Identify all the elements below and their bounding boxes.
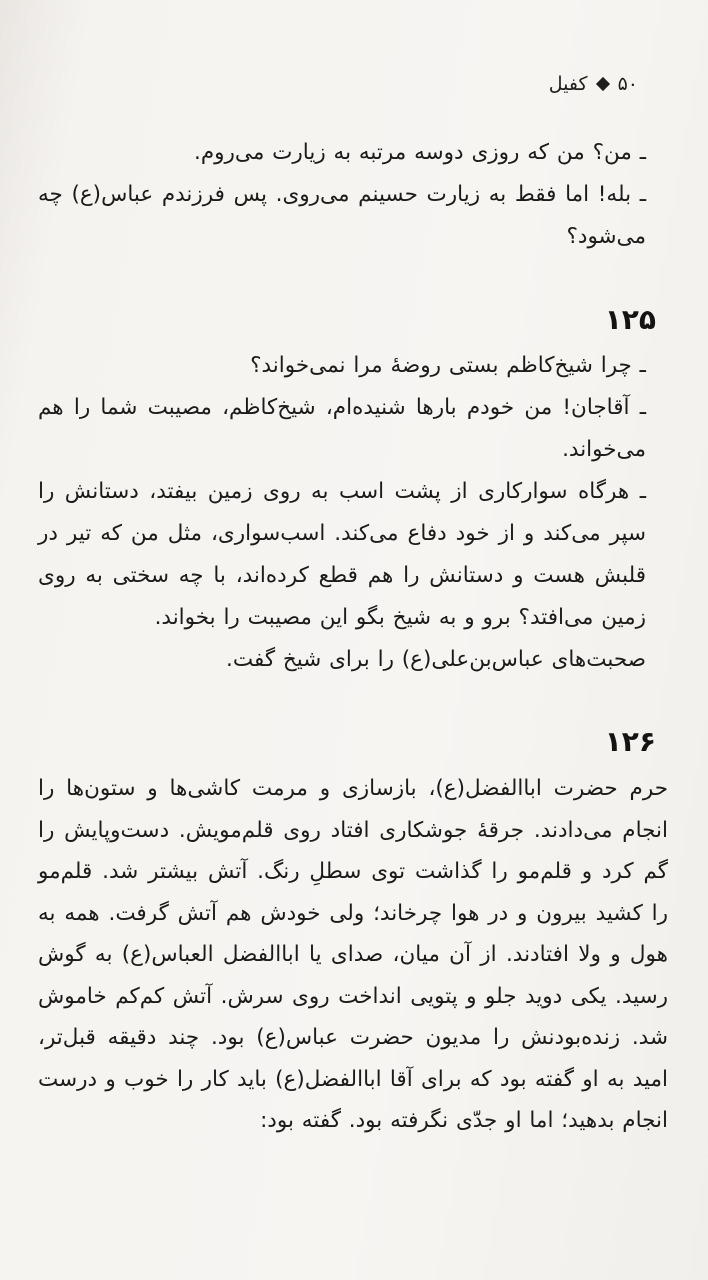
- paragraph: ـ من؟ من که روزی دوسه مرتبه به زیارت می‌روم.: [194, 140, 646, 165]
- paragraph: ـ بله! اما فقط به زیارت حسینم می‌روی. پس فرزندم عباس(ع) چه می‌شود؟: [38, 182, 646, 249]
- section-125-body: [38, 345, 662, 681]
- diamond-ornament-icon: [596, 77, 610, 91]
- paragraph: ـ چرا شیخ‌کاظم بستی روضهٔ مرا نمی‌خواند؟: [250, 353, 646, 378]
- page-number: ۵۰: [617, 73, 638, 95]
- section-126-body: [38, 768, 668, 1142]
- section-124-tail: [38, 132, 662, 258]
- section-number-125: ۱۲۵: [604, 303, 656, 336]
- paragraph: ـ هرگاه سوارکاری از پشت اسب به روی زمین بیفتد، دستانش را سپر می‌کند و از خود دفاع می‌کند. اسب‌سواری، مثل من که تیر در قلبش هست و دستانش را هم قطع کرده‌اند، با چه سختی به روی زمین می‌افتد؟ برو و به شیخ بگو این مصیبت را بخواند.: [38, 479, 646, 630]
- running-head: [549, 70, 638, 98]
- paragraph: حرم حضرت اباالفضل(ع)، بازسازی و مرمت کاشی‌ها و ستون‌ها را انجام می‌دادند. جرقهٔ جوشکاری افتاد روی قلم‌مویش. دست‌وپایش را گم کرد و قلم‌مو را گذاشت توی سطلِ رنگ. آتش بیشتر شد. قلم‌مو را کشید بیرون و در هوا چرخاند؛ ولی خودش هم آتش گرفت. همه به هول و ولا افتادند. از آن میان، صدای یا اباالفضل العباس(ع) به گوش رسید. یکی دوید جلو و پتویی انداخت روی سرش. آتش کم‌کم خاموش شد. زنده‌بودنش را مدیون حضرت عباس(ع) بود. چند دقیقه قبل‌تر، امید به او گفته بود که برای آقا اباالفضل(ع) باید کار را خوب و درست انجام بدهید؛ اما او جدّی نگرفته بود. گفته بود:: [38, 776, 668, 1133]
- paragraph: صحبت‌های عباس‌بن‌علی(ع) را برای شیخ گفت.: [226, 647, 646, 672]
- book-title: کفیل: [548, 73, 588, 95]
- paragraph: ـ آقاجان! من خودم بارها شنیده‌ام، شیخ‌کاظم، مصیبت شما را هم می‌خواند.: [38, 395, 646, 462]
- section-number-126: ۱۲۶: [604, 725, 656, 758]
